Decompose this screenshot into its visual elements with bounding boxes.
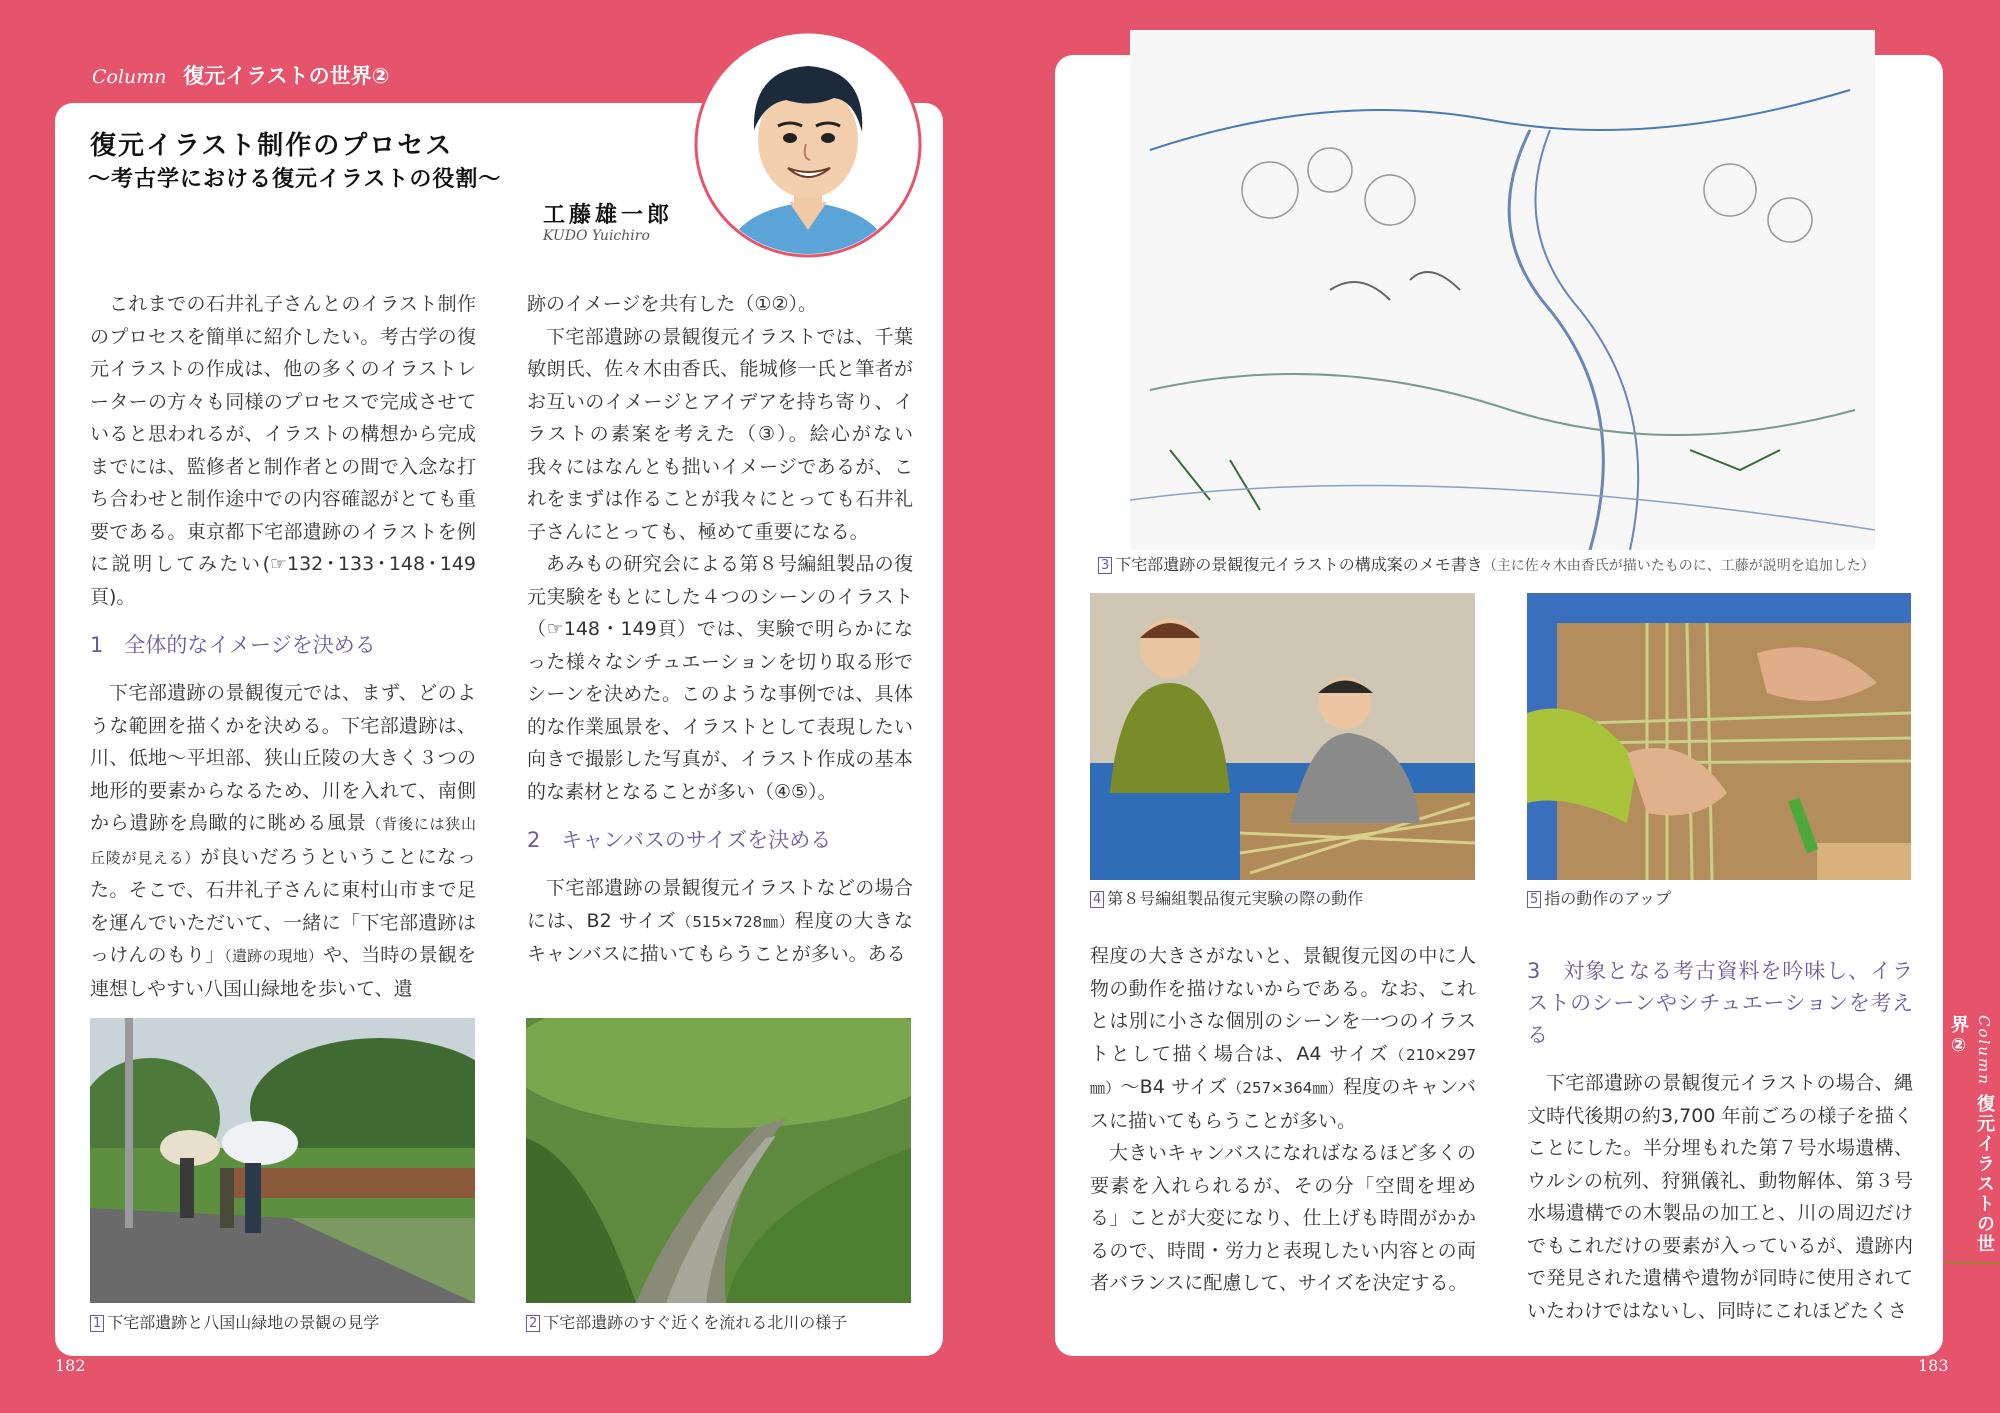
article-title: 復元イラスト制作のプロセス xyxy=(90,131,454,161)
section-1-note-a: （背後には狭山丘陵が見える） xyxy=(90,815,476,867)
text-column-2 xyxy=(527,288,913,971)
caption-2-text: 下宅部遺跡のすぐ近くを流れる北川の様子 xyxy=(543,1313,848,1332)
text-column-3 xyxy=(1090,940,1476,1300)
caption-1-number: 1 xyxy=(90,1315,104,1332)
column-title: 復元イラストの世界② xyxy=(183,64,390,88)
caption-5-number: 5 xyxy=(1527,891,1541,908)
caption-3-note: （主に佐々木由香氏が描いたものに、工藤が説明を追加した） xyxy=(1482,558,1875,574)
section-1-text-a: 下宅部遺跡の景観復元では、まず、どのような範囲を描くかを決める。下宅部遺跡は、川、低地〜平坦部、狭山丘陵の大きく３つの地形的要素からなるため、川を入れて、南側から遺跡を鳥瞰的に眺める風景 xyxy=(90,682,476,834)
article-subtitle: 〜考古学における復元イラストの役割〜 xyxy=(88,167,502,192)
caption-5 xyxy=(1527,886,1671,909)
caption-4-number: 4 xyxy=(1090,891,1104,908)
canvas-text-a: 程度の大きさがないと、景観復元図の中に人物の動作を描けないからである。なお、これとは別に小さな個別のシーンを一つのイラストとして描く場合は、A4 サイズ xyxy=(1090,945,1476,1065)
page-number-right: 183 xyxy=(1918,1356,1949,1375)
canvas-text-c: 程度のキャンバスに描いてもらうことが多い。 xyxy=(1090,1076,1476,1132)
photo-composition-sketch xyxy=(1130,30,1875,550)
section-1-text-b: が良いだろうということになった。そこで、石井礼子さんに東村山市まで足を運んでいただいて、一緒に「下宅部遺跡はっけんのもり」 xyxy=(90,845,476,966)
text-column-4 xyxy=(1527,955,1913,1327)
section-heading-2: 2 キャンバスのサイズを決める xyxy=(527,828,832,852)
intro-paragraph: これまでの石井礼子さんとのイラスト制作のプロセスを簡単に紹介したい。考古学の復元イラストの作成は、他の多くのイラストレーターの方々も同様のプロセスで完成させていると思われるが、イラストの構想から完成までには、監修者と制作者との間で入念な打ち合わせと制作途中での内容確認がとても重要である。東京都下宅部遺跡のイラストを例に説明してみたい(☞132･133･148･149頁)。 xyxy=(90,293,476,608)
photo-site-visit xyxy=(90,1018,475,1303)
continued-paragraph: 跡のイメージを共有した（①②）。 xyxy=(527,293,817,315)
sketch-paragraph: 下宅部遺跡の景観復元イラストでは、千葉敏朗氏、佐々木由香氏、能城修一氏と筆者がお互いのイメージとアイデアを持ち寄り、イラストの素案を考えた（③）。絵心がない我々にはなんとも拙いイメージであるが、これをまずは作ることが我々にとっても石井礼子さんにとっても、極めて重要になる。 xyxy=(527,325,913,543)
photo-weaving-experiment xyxy=(1090,593,1475,880)
caption-1 xyxy=(90,1310,379,1333)
caption-4 xyxy=(1090,886,1363,909)
caption-3-text: 下宅部遺跡の景観復元イラストの構成案のメモ書き xyxy=(1115,555,1483,574)
author-roman-name: KUDO Yuichiro xyxy=(543,228,650,244)
page-number-left: 182 xyxy=(55,1356,86,1375)
caption-3 xyxy=(1098,552,1875,575)
caption-1-text: 下宅部遺跡と八国山緑地の景観の見学 xyxy=(107,1313,380,1332)
column-word: Column xyxy=(92,66,167,88)
caption-2-number: 2 xyxy=(526,1315,540,1332)
section-1-text-c: や、当時の景観を連想しやすい八国山緑地を歩いて、遺 xyxy=(90,944,476,1000)
canvas-size-paragraph xyxy=(1090,940,1476,1137)
section-1-note-b: （遺跡の現地） xyxy=(224,947,324,965)
caption-4-text: 第８号編組製品復元実験の際の動作 xyxy=(1107,889,1364,908)
caption-3-number: 3 xyxy=(1098,557,1112,574)
author-avatar xyxy=(694,30,922,258)
author-name: 工藤雄一郎 xyxy=(543,203,674,228)
caption-2 xyxy=(526,1310,847,1333)
large-canvas-paragraph: 大きいキャンバスになればなるほど多くの要素を入れられるが、その分「空間を埋める」ことが大変になり、仕上げも時間がかかるので、時間・労力と表現したい内容との両者バランスに配慮して、サイズを決定する。 xyxy=(1090,1142,1476,1294)
canvas-note-a4: （210×297㎜） xyxy=(1090,1045,1476,1097)
section-heading-1: 1 全体的なイメージを決める xyxy=(90,633,376,657)
section-heading-3: 3 対象となる考古資料を吟味し、イラストのシーンやシチュエーションを考える xyxy=(1527,959,1913,1047)
side-tab-title: 復元イラストの世界② xyxy=(1948,1015,1995,1255)
canvas-note-b4: （257×364㎜） xyxy=(1227,1079,1343,1097)
caption-5-text: 指の動作のアップ xyxy=(1544,889,1672,908)
section-1-paragraph xyxy=(90,677,476,1005)
photo-finger-closeup xyxy=(1527,593,1911,880)
photo-kitagawa-river xyxy=(526,1018,911,1303)
section-2-text-b: 程度の大きなキャンバスに描いてもらうことが多い。ある xyxy=(527,909,913,965)
side-tab xyxy=(1945,1015,1995,1270)
side-tab-word: Column xyxy=(1975,1015,1993,1086)
side-tab-rule xyxy=(1945,1262,2000,1264)
canvas-text-b: 〜B4 サイズ xyxy=(1120,1076,1228,1098)
section-2-note: （515×728㎜） xyxy=(676,912,795,931)
experiment-paragraph: あみもの研究会による第８号編組製品の復元実験をもとにした４つのシーンのイラスト（☞148・149頁）では、実験で明らかになった様々なシチュエーションを切り取る形でシーンを決めた。このような事例では、具体的な作業風景を、イラストとして表現したい向きで撮影した写真が、イラスト作成の基本的な素材となることが多い（④⑤）。 xyxy=(527,553,913,803)
section-2-paragraph xyxy=(527,872,913,971)
section-3-paragraph: 下宅部遺跡の景観復元イラストの場合、縄文時代後期の約3,700 年前ごろの様子を描くことにした。半分埋もれた第７号水場遺構、ウルシの杭列、狩猟儀礼、動物解体、第３号水場遺構での木製品の加工と、川の周辺だけでもこれだけの要素が入っているが、遺跡内で発見された遺構や遺物が同時に使用されていたわけではないし、同時にこれほどたくさ xyxy=(1527,1072,1913,1322)
column-label xyxy=(92,60,389,90)
text-column-1 xyxy=(90,288,476,1005)
side-tab-text xyxy=(1945,1015,1997,1270)
section-2-text-a: 下宅部遺跡の景観復元イラストなどの場合には、B2 サイズ xyxy=(527,877,913,932)
